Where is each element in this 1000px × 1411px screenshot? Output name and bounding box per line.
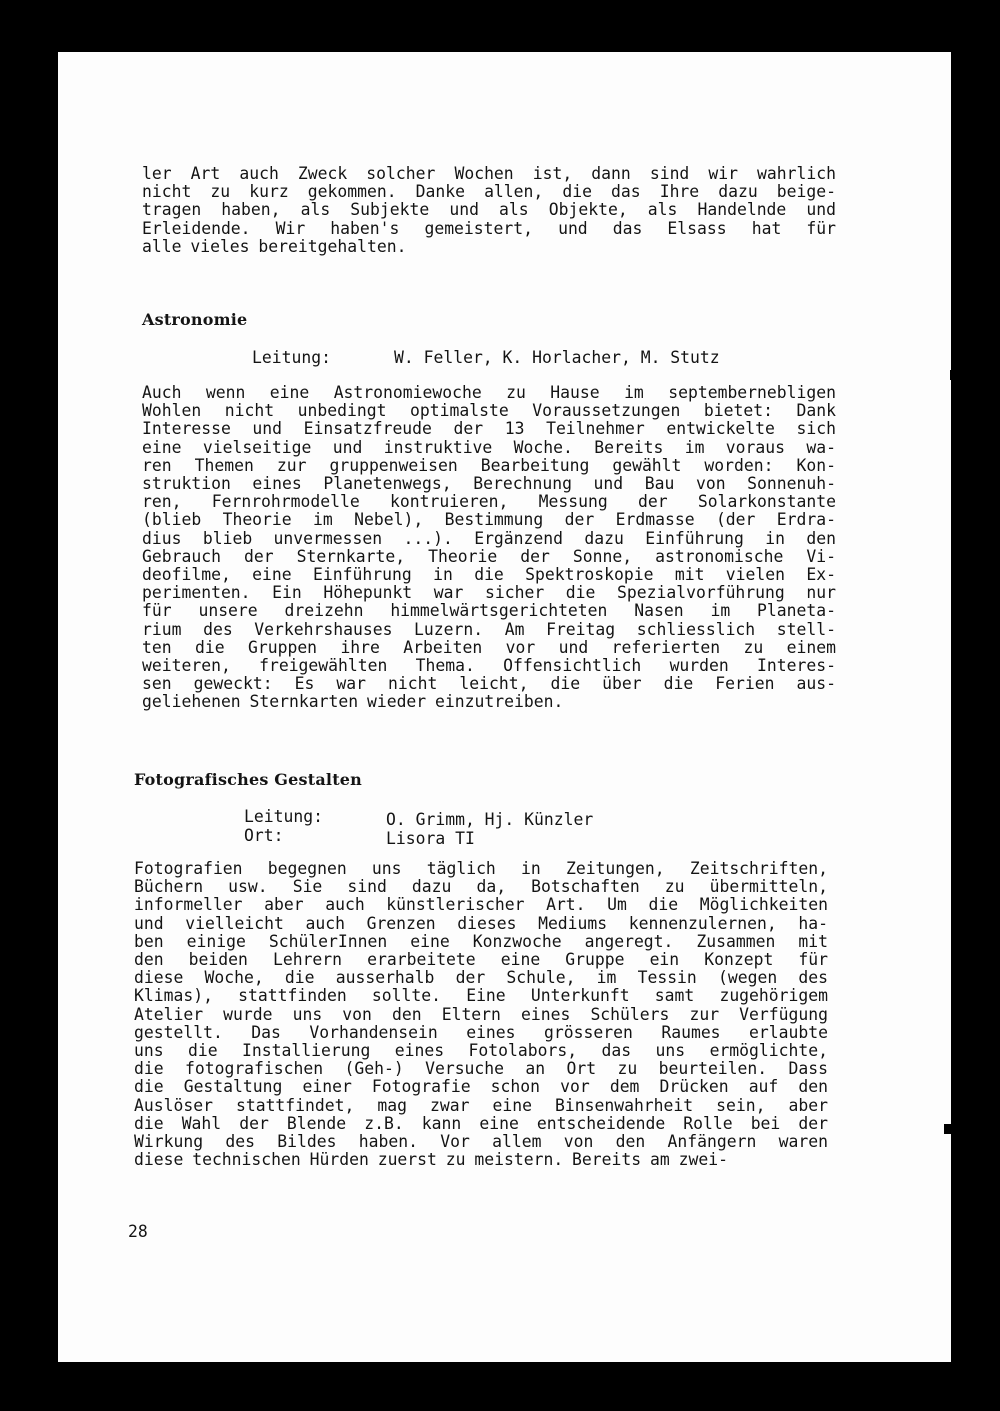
text-line: Gebrauch der Sternkarte, Theorie der Sonne, astronomische Vi- bbox=[142, 546, 836, 566]
document-page bbox=[58, 52, 951, 1362]
text-line: uns die Installierung eines Fotolabors, das uns ermöglichte, bbox=[134, 1041, 828, 1061]
text-line: geliehenen Sternkarten wieder einzutreiben. bbox=[142, 692, 564, 712]
text-line: rium des Verkehrshauses Luzern. Am Freitag schliesslich stell- bbox=[142, 619, 836, 639]
text-line: nicht zu kurz gekommen. Danke allen, die das Ihre dazu beige- bbox=[142, 182, 836, 202]
fotografie-leitung-value: O. Grimm, Hj. Künzler bbox=[386, 810, 594, 829]
text-line: tragen haben, als Subjekte und als Objekte, als Handelnde und bbox=[142, 200, 836, 220]
text-line: gestellt. Das Vorhandensein eines grösseren Raumes erlaubte bbox=[134, 1022, 828, 1042]
text-line: den beiden Lehrern erarbeitete eine Gruppe ein Konzept für bbox=[134, 950, 828, 970]
text-line: informeller aber auch künstlerischer Art. Um die Möglichkeiten bbox=[134, 895, 828, 915]
text-line: ten die Gruppen ihre Arbeiten vor und referierten zu einem bbox=[142, 637, 836, 657]
text-line: Auslöser stattfindet, mag zwar eine Binsenwahrheit sein, aber bbox=[134, 1095, 828, 1115]
text-line: struktion eines Planetenwegs, Berechnung und Bau von Sonnenuh- bbox=[142, 474, 836, 494]
fotografie-heading: Fotografisches Gestalten bbox=[134, 770, 362, 789]
fotografie-ort-value: Lisora TI bbox=[386, 829, 475, 848]
text-line: Interesse und Einsatzfreude der 13 Teilnehmer entwickelte sich bbox=[142, 419, 836, 439]
text-line: Auch wenn eine Astronomiewoche zu Hause im septembernebligen bbox=[142, 383, 836, 402]
text-line: und vielleicht auch Grenzen dieses Mediums kennenzulernen, ha- bbox=[134, 913, 828, 933]
text-line: Büchern usw. Sie sind dazu da, Botschaften zu übermitteln, bbox=[134, 877, 828, 897]
text-line: (blieb Theorie im Nebel), Bestimmung der Erdmasse (der Erdra- bbox=[142, 510, 836, 530]
page-number: 28 bbox=[128, 1222, 148, 1241]
astronomie-leitung bbox=[252, 348, 812, 370]
scan-border-top bbox=[0, 0, 1000, 52]
text-line: eine vielseitige und instruktive Woche. Bereits im voraus wa- bbox=[142, 437, 836, 457]
text-line: ben einige SchülerInnen eine Konzwoche angeregt. Zusammen mit bbox=[134, 931, 828, 951]
text-line: Erleidende. Wir haben's gemeistert, und das Elsass hat für bbox=[142, 218, 836, 238]
text-line: weiteren, freigewählten Thema. Offensichtlich wurden Interes- bbox=[142, 656, 836, 676]
text-line: alle vieles bereitgehalten. bbox=[142, 236, 407, 256]
scan-border-bottom bbox=[0, 1362, 1000, 1411]
text-line: die fotografischen (Geh-) Versuche an Ort zu beurteilen. Dass bbox=[134, 1059, 828, 1079]
fotografie-ort-label: Ort: bbox=[244, 826, 284, 845]
fotografie-paragraph bbox=[134, 860, 828, 1169]
scan-edge-mark bbox=[944, 1124, 953, 1134]
intro-paragraph bbox=[142, 165, 836, 256]
text-line: ren Themen zur gruppenweisen Bearbeitung gewählt worden: Kon- bbox=[142, 455, 836, 475]
text-line: für unsere dreizehn himmelwärtsgerichteten Nasen im Planeta- bbox=[142, 601, 836, 621]
scan-border-left bbox=[0, 0, 58, 1411]
astronomie-heading: Astronomie bbox=[142, 310, 248, 329]
text-line: Atelier wurde uns von den Eltern eines Schülers zur Verfügung bbox=[134, 1004, 828, 1024]
text-line: Wohlen nicht unbedingt optimalste Voraussetzungen bietet: Dank bbox=[142, 401, 836, 421]
fotografie-leitung-label: Leitung: bbox=[244, 807, 323, 826]
text-line: ren, Fernrohrmodelle kontruieren, Messung der Solarkonstante bbox=[142, 492, 836, 512]
scan-border-right bbox=[951, 0, 1000, 1411]
text-line: Fotografien begegnen uns täglich in Zeitungen, Zeitschriften, bbox=[134, 859, 828, 878]
text-line: Wirkung des Bildes haben. Vor allem von den Anfängern waren bbox=[134, 1132, 828, 1152]
text-line: deofilme, eine Einführung in die Spektroskopie mit vielen Ex- bbox=[142, 565, 836, 585]
text-line: ler Art auch Zweck solcher Wochen ist, dann sind wir wahrlich bbox=[142, 164, 836, 183]
fotografie-meta bbox=[244, 807, 804, 849]
text-line: sen geweckt: Es war nicht leicht, die über die Ferien aus- bbox=[142, 674, 836, 694]
text-line: dius blieb unvermessen ...). Ergänzend dazu Einführung in den bbox=[142, 528, 836, 548]
text-line: perimenten. Ein Höhepunkt war sicher die Spezialvorführung nur bbox=[142, 583, 836, 603]
text-line: Klimas), stattfinden sollte. Eine Unterkunft samt zugehörigem bbox=[134, 986, 828, 1006]
text-line: die Gestaltung einer Fotografie schon vor dem Drücken auf den bbox=[134, 1077, 828, 1097]
astronomie-paragraph bbox=[142, 384, 836, 712]
astronomie-leitung-label: Leitung: bbox=[252, 348, 331, 367]
text-line: diese technischen Hürden zuerst zu meistern. Bereits am zwei- bbox=[134, 1150, 728, 1170]
astronomie-leitung-value: W. Feller, K. Horlacher, M. Stutz bbox=[394, 348, 720, 367]
scan-edge-mark bbox=[950, 370, 953, 380]
text-line: diese Woche, die ausserhalb der Schule, im Tessin (wegen des bbox=[134, 968, 828, 988]
text-line: die Wahl der Blende z.B. kann eine entscheidende Rolle bei der bbox=[134, 1113, 828, 1133]
